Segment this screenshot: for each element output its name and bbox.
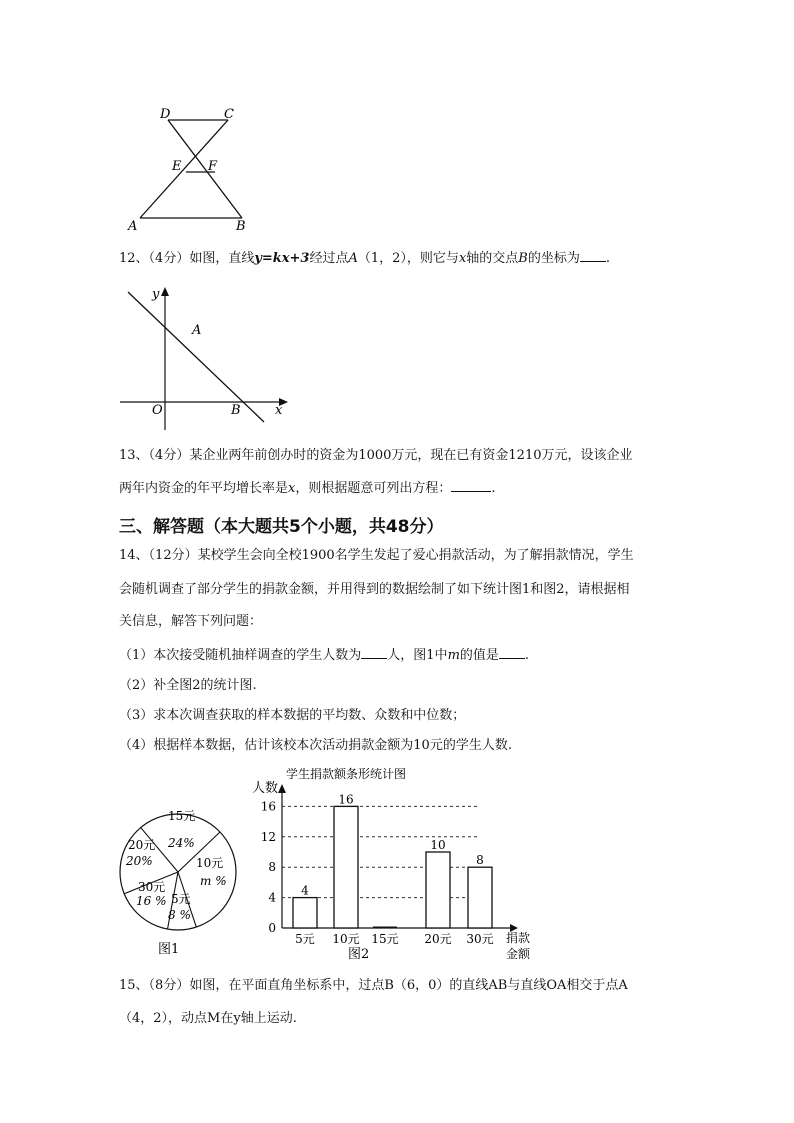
pie-label-5-name: 5元 <box>171 892 191 906</box>
pie-label-20-pct: 20% <box>126 854 153 868</box>
equation: y=kx+3 <box>254 251 310 266</box>
pie-caption: 图1 <box>158 942 180 957</box>
bar-marks <box>261 784 518 946</box>
pie-label-15-pct: 24% <box>168 836 195 850</box>
label-c: C <box>224 107 234 122</box>
question-14-part-1: （1）本次接受随机抽样调查的学生人数为 人，图1中m的值是 . <box>119 648 530 663</box>
label-b: B <box>236 219 246 234</box>
bar-value-label-1: 4 <box>301 883 309 898</box>
x-axis-label-line-1: 捐款 <box>506 931 531 945</box>
answer-blank <box>499 646 525 659</box>
x-tick-label-2: 10元 <box>332 932 360 946</box>
x-tick-label-5: 30元 <box>466 932 494 946</box>
answer-blank <box>361 646 387 659</box>
label-f: F <box>208 159 218 174</box>
bar-5 <box>468 867 492 928</box>
answer-blank <box>580 249 606 262</box>
pie-label-5-pct: 8 % <box>168 908 191 922</box>
section-heading: 三、解答题（本大题共5个小题，共48分） <box>119 517 444 537</box>
label-x: x <box>275 403 283 418</box>
answer-blank <box>451 479 491 492</box>
question-14-line-1: 14、（12分）某校学生会向全校1900名学生发起了爱心捐款活动，为了解捐款情况，学生 <box>119 548 634 563</box>
question-12: 12、（4分）如图，直线y=kx+3经过点A（1，2），则它与x轴的交点B的坐标为 . <box>119 251 611 266</box>
question-13-line-2: 两年内资金的年平均增长率是x，则根据题意可列出方程： . <box>119 481 496 496</box>
bar-4 <box>426 852 450 928</box>
pie-label-30-pct: 16 % <box>136 894 167 908</box>
label-d: D <box>160 107 171 122</box>
label-e: E <box>172 159 182 174</box>
y-axis-label: 人数 <box>252 781 279 796</box>
label-o: O <box>152 403 163 418</box>
x-tick-label-4: 20元 <box>424 932 452 946</box>
y-tick-label-0: 0 <box>268 921 276 935</box>
question-14-part-4: （4）根据样本数据，估计该校本次活动捐款金额为10元的学生人数. <box>119 738 512 753</box>
label-a: A <box>192 323 202 338</box>
bar-2 <box>334 806 358 928</box>
trapezoid-figure <box>120 100 260 235</box>
y-axis-arrow <box>161 287 169 296</box>
y-tick-label-16: 16 <box>260 799 276 814</box>
label-y: y <box>152 287 160 302</box>
bar-1 <box>293 898 317 928</box>
label-a: A <box>128 219 138 234</box>
bar-value-label-5: 8 <box>476 853 484 868</box>
label-b: B <box>231 403 241 418</box>
question-14-part-3: （3）求本次调查获取的样本数据的平均数、众数和中位数； <box>119 708 466 723</box>
question-14-line-2: 会随机调查了部分学生的捐款金额，并用得到的数据绘制了如下统计图1和图2，请根据相 <box>119 582 630 597</box>
x-axis-label-line-2: 金额 <box>506 947 531 961</box>
x-tick-label-3: 15元 <box>371 932 399 946</box>
bar-chart-caption: 图2 <box>348 947 370 962</box>
pie-label-15-name: 15元 <box>168 809 196 823</box>
pie-label-20-name: 20元 <box>128 838 156 852</box>
line-graph-figure <box>116 282 291 434</box>
pie-label-10-pct: m % <box>200 874 227 888</box>
question-15-line-2: （4，2），动点M在y轴上运动. <box>119 1011 297 1026</box>
question-13-line-1: 13、（4分）某企业两年前创办时的资金为1000万元，现在已有资金1210万元，设该企业 <box>119 448 633 463</box>
question-15-line-1: 15、（8分）如图，在平面直角坐标系中，过点B（6，0）的直线AB与直线OA相交于点A <box>119 978 628 993</box>
y-tick-label-4: 4 <box>268 890 276 905</box>
x-tick-label-1: 5元 <box>295 932 315 946</box>
question-14-part-2: （2）补全图2的统计图. <box>119 678 257 693</box>
y-axis-arrow <box>278 784 286 793</box>
y-tick-label-8: 8 <box>268 860 276 875</box>
bar-value-label-4: 10 <box>430 838 446 852</box>
bar-chart <box>248 762 548 967</box>
y-tick-label-12: 12 <box>260 829 276 844</box>
pie-label-30-name: 30元 <box>138 880 166 894</box>
question-14-line-3: 关信息，解答下列问题： <box>119 614 263 629</box>
bar-value-label-2: 16 <box>338 792 354 807</box>
chart-title: 学生捐款额条形统计图 <box>286 767 407 781</box>
pie-label-10-name: 10元 <box>196 856 224 870</box>
pie-chart <box>116 805 246 960</box>
